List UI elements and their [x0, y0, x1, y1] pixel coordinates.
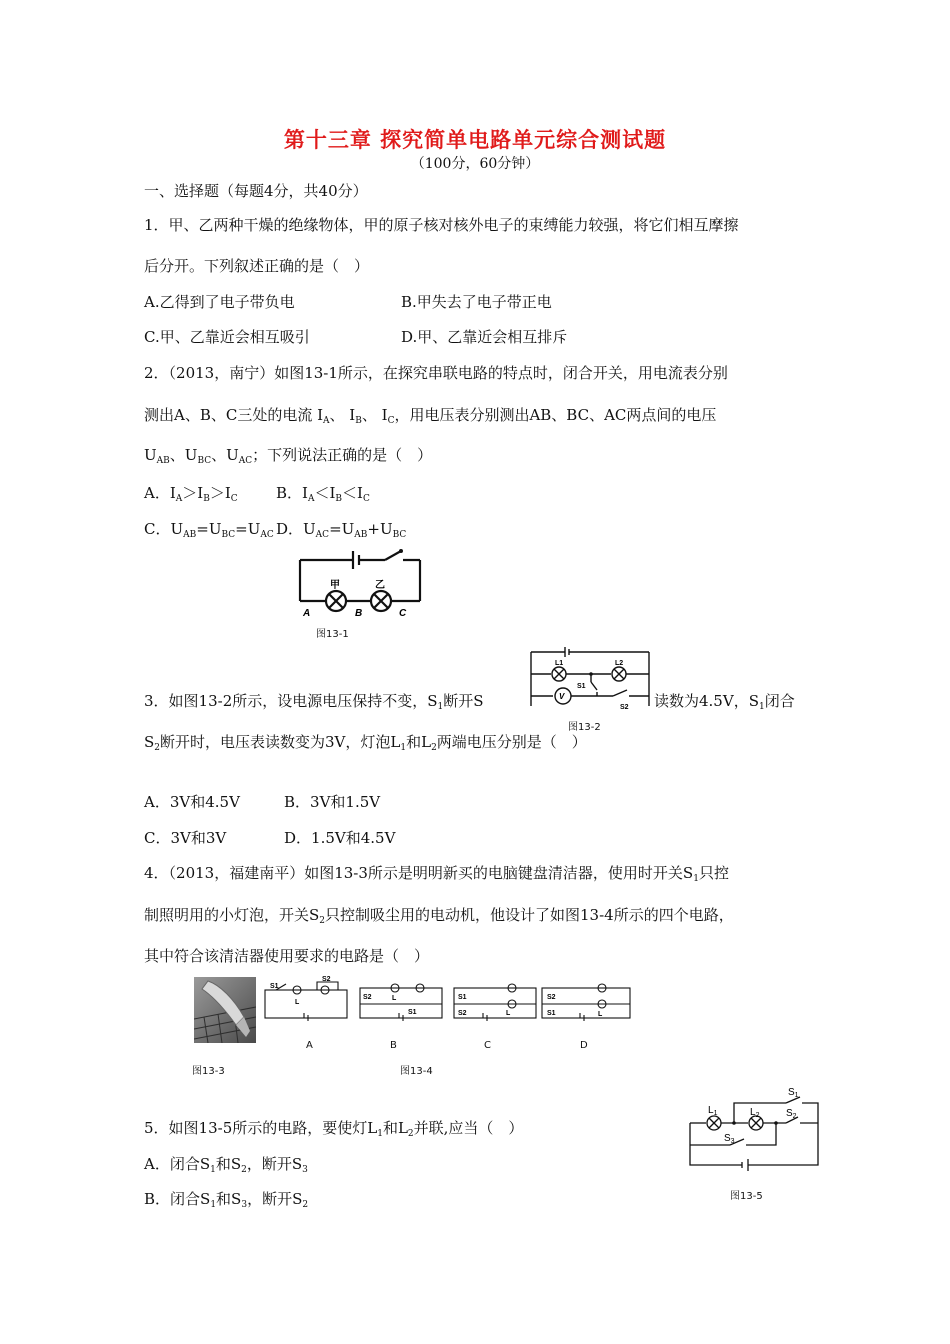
q2-stem-line2: 测出A、B、C三处的电流 $I_A$、 $I_B$、 $I_C$，用电压表分别测出AB、BC、AC两点间的电压	[144, 406, 717, 426]
svg-text:L: L	[295, 999, 300, 1006]
figure-13-4-label-b: B	[390, 1040, 397, 1051]
lamp-jia-label: 甲	[330, 580, 340, 591]
figure-13-2-circuit	[527, 646, 655, 714]
figure-13-2-caption: 图13-2	[568, 722, 601, 733]
svg-text:L1: $L_1$	[708, 1105, 718, 1117]
figure-13-1-circuit	[295, 545, 425, 620]
q3-option-c: C．3V和3V	[144, 829, 227, 847]
point-c-label: C	[399, 608, 407, 619]
figure-13-3-caption: 图13-3	[192, 1066, 225, 1077]
figure-13-4-caption: 图13-4	[400, 1066, 433, 1077]
figure-13-4-label-d: D	[580, 1040, 588, 1051]
q2-stem-line1: 2．（2013，南宁）如图13-1所示，在探究串联电路的特点时，闭合开关，用电流表分别	[144, 364, 728, 382]
svg-text:S1: S1	[270, 983, 279, 990]
keyboard-cleaner-photo	[194, 977, 256, 1043]
figure-13-4-circuits	[262, 976, 634, 1024]
figure-13-5-caption: 图13-5	[730, 1191, 763, 1202]
section-heading: 一、选择题（每题4分，共40分）	[144, 182, 368, 200]
fig2-s2-label: S2	[620, 704, 629, 711]
svg-text:S1: S1	[547, 1010, 556, 1017]
svg-text:S2: $S_2$	[786, 1108, 797, 1120]
q3-option-a: A．3V和4.5V	[144, 793, 240, 811]
q3-option-d: D．1.5V和4.5V	[284, 829, 396, 847]
q3-stem-line1-right: 读数为4.5V，$S_1$闭合	[654, 692, 795, 712]
svg-text:S2: S2	[458, 1010, 467, 1017]
svg-text:L: L	[506, 1010, 511, 1017]
q4-stem-line3: 其中符合该清洁器使用要求的电路是（ ）	[144, 947, 430, 965]
q5-option-b: B．闭合$S_1$和$S_3$，断开$S_2$	[144, 1190, 309, 1210]
q1-option-a: A.乙得到了电子带负电	[144, 293, 295, 311]
q2-option-c: C．$U_{AB}=U_{BC}=U_{AC}$	[144, 520, 274, 540]
svg-text:S3: $S_3$	[724, 1133, 735, 1145]
q1-option-c: C.甲、乙靠近会相互吸引	[144, 328, 310, 346]
svg-text:S1: S1	[408, 1009, 417, 1016]
fig2-s1-label: S1	[577, 683, 586, 690]
q3-stem-line1: 3．如图13-2所示，设电源电压保持不变，$S_1$断开S	[144, 692, 484, 712]
q1-option-b: B.甲失去了电子带正电	[401, 293, 552, 311]
q5-stem-line1: 5．如图13-5所示的电路，要使灯$L_1$和$L_2$并联,应当（ ）	[144, 1119, 524, 1139]
svg-text:L: L	[392, 995, 397, 1002]
q1-stem-line1: 1．甲、乙两种干燥的绝缘物体，甲的原子核对核外电子的束缚能力较强，将它们相互摩擦	[144, 216, 739, 234]
q2-option-a: A．$I_A>I_B>I_C$	[144, 484, 238, 504]
q5-option-a: A．闭合$S_1$和$S_2$，断开$S_3$	[144, 1155, 308, 1175]
svg-text:S1: S1	[458, 994, 467, 1001]
point-a-label: A	[303, 608, 311, 619]
fig2-voltmeter-label: V	[559, 692, 565, 701]
q2-stem-line3: $U_{AB}$、$U_{BC}$、$U_{AC}$；下列说法正确的是（ ）	[144, 446, 433, 466]
figure-13-5-circuit	[686, 1085, 826, 1173]
q3-stem-line2: $S_2$断开时，电压表读数变为3V，灯泡$L_1$和$L_2$两端电压分别是（ ）	[144, 733, 587, 753]
figure-13-4-label-c: C	[484, 1040, 491, 1051]
fig2-l2-label: L2	[615, 660, 624, 667]
svg-text:S1: $S_1$	[788, 1087, 799, 1099]
svg-text:L2: $L_2$	[750, 1107, 760, 1119]
q1-stem-line2: 后分开。下列叙述正确的是（ ）	[144, 257, 370, 275]
q1-option-d: D.甲、乙靠近会相互排斥	[401, 328, 568, 346]
q2-option-d: D．$U_{AC}=U_{AB}+U_{BC}$	[276, 520, 407, 540]
svg-text:S2: S2	[547, 994, 556, 1001]
page-title: 第十三章 探究简单电路单元综合测试题	[283, 127, 667, 152]
svg-text:S2: S2	[322, 976, 331, 983]
q4-stem-line1: 4．（2013，福建南平）如图13-3所示是明明新买的电脑键盘清洁器，使用时开关$S_1$只控	[144, 864, 729, 884]
svg-text:S2: S2	[363, 994, 372, 1001]
q4-stem-line2: 制照明用的小灯泡，开关$S_2$只控制吸尘用的电动机，他设计了如图13-4所示的四个电路，	[144, 906, 734, 926]
lamp-yi-label: 乙	[375, 580, 385, 591]
svg-text:L: L	[598, 1011, 603, 1018]
figure-13-1-caption: 图13-1	[316, 629, 349, 640]
q2-option-b: B．$I_A<I_B<I_C$	[276, 484, 370, 504]
q3-option-b: B．3V和1.5V	[284, 793, 381, 811]
fig2-l1-label: L1	[555, 660, 564, 667]
figure-13-4-label-a: A	[306, 1040, 313, 1051]
point-b-label: B	[355, 608, 363, 619]
page-subtitle: （100分，60分钟）	[410, 156, 540, 172]
